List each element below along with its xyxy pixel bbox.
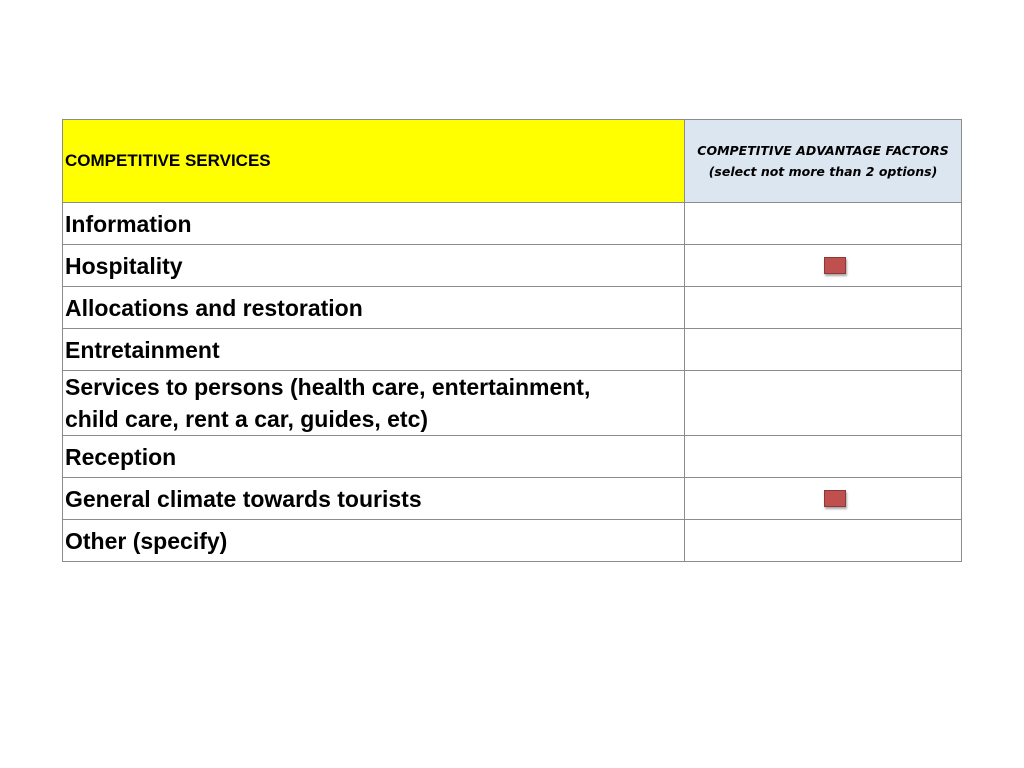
- factor-cell-services-to-persons[interactable]: [685, 371, 962, 436]
- header-competitive-services: COMPETITIVE SERVICES: [63, 120, 685, 203]
- row-label-services-to-persons: [63, 371, 685, 436]
- table-row: [63, 329, 962, 371]
- table-row: [63, 245, 962, 287]
- table-row: [63, 478, 962, 520]
- row-label-services-line2: child care, rent a car, guides, etc): [65, 406, 429, 432]
- row-label-allocations: Allocations and restoration: [63, 287, 685, 329]
- competitive-services-table: [62, 119, 962, 562]
- row-label-hospitality: Hospitality: [63, 245, 685, 287]
- table-row: [63, 520, 962, 562]
- factor-cell-information[interactable]: [685, 203, 962, 245]
- header-competitive-advantage-factors: [685, 120, 962, 203]
- header-factors-title: COMPETITIVE ADVANTAGE FACTORS: [697, 143, 949, 158]
- table-row: [63, 436, 962, 478]
- selected-marker-icon[interactable]: [824, 490, 846, 507]
- table-row: [63, 287, 962, 329]
- row-label-services-line1: Services to persons (health care, entertainment,: [65, 374, 591, 400]
- factor-cell-other[interactable]: [685, 520, 962, 562]
- table-row: [63, 203, 962, 245]
- row-label-information: Information: [63, 203, 685, 245]
- factor-cell-entretainment[interactable]: [685, 329, 962, 371]
- factor-cell-general-climate[interactable]: [685, 478, 962, 520]
- row-label-reception: Reception: [63, 436, 685, 478]
- row-label-other: Other (specify): [63, 520, 685, 562]
- row-label-general-climate: General climate towards tourists: [63, 478, 685, 520]
- header-factors-instruction: (select not more than 2 options): [708, 164, 938, 179]
- header-row: [63, 120, 962, 203]
- factor-cell-allocations[interactable]: [685, 287, 962, 329]
- selected-marker-icon[interactable]: [824, 257, 846, 274]
- factor-cell-hospitality[interactable]: [685, 245, 962, 287]
- table-row: [63, 371, 962, 436]
- row-label-entretainment: Entretainment: [63, 329, 685, 371]
- factor-cell-reception[interactable]: [685, 436, 962, 478]
